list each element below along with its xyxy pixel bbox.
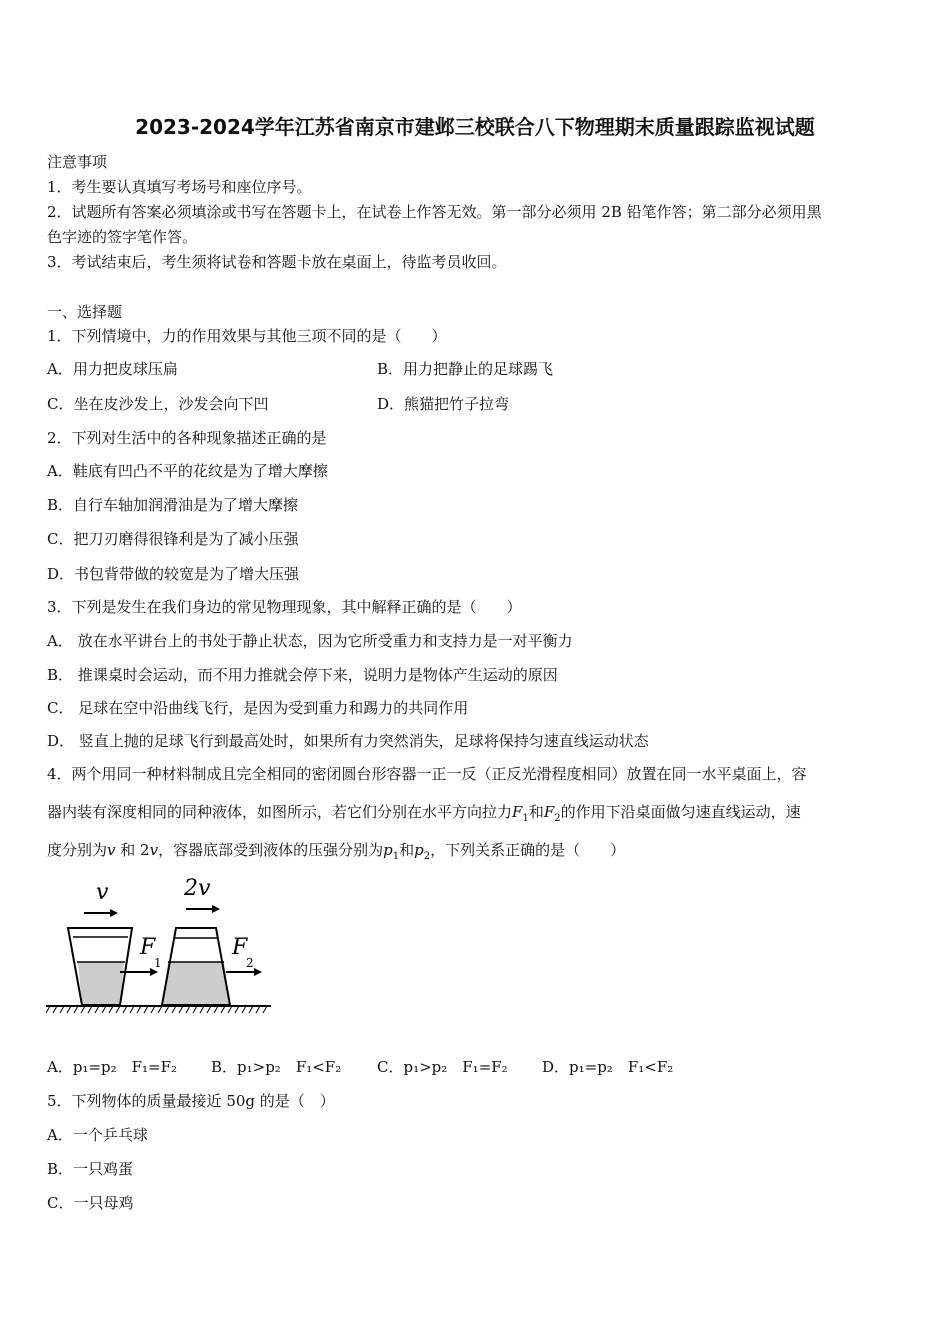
force-label-f2-sub: 2: [246, 956, 254, 970]
page-title: 2023-2024学年江苏省南京市建邺三校联合八下物理期末质量跟踪监视试题: [135, 115, 815, 139]
q4-text-2: 的作用下沿桌面做匀速直线运动，速: [560, 803, 801, 821]
q3-stem: 3．下列是发生在我们身边的常见物理现象，其中解释正确的是（ ）: [47, 598, 522, 616]
q4-option-a: A．p₁=p₂ F₁=F₂: [47, 1058, 178, 1076]
q4-and-2: 和 2: [115, 841, 150, 859]
velocity-arrowhead-v: [110, 909, 118, 917]
force-label-f2: F: [232, 935, 248, 960]
q4-p2-sub: 2: [423, 851, 431, 862]
notice-item-2-cont: 色字迹的签字笔作答。: [47, 228, 198, 246]
ground-hatching: [46, 1006, 267, 1013]
q4-f1: F: [512, 803, 523, 821]
left-liquid: [78, 962, 124, 1005]
velocity-label-v: v: [96, 880, 109, 905]
velocity-arrowhead-2v: [212, 905, 220, 913]
section-heading: 一、选择题: [47, 303, 123, 321]
force-arrowhead-f2: [254, 968, 262, 976]
velocity-label-2v: 2v: [184, 876, 211, 901]
q4-p1: p: [383, 841, 393, 859]
q4-stem-line-2: [47, 802, 801, 829]
q5-option-c: C．一只母鸡: [47, 1194, 134, 1212]
q4-option-c: C．p₁>p₂ F₁=F₂: [377, 1058, 508, 1076]
q1-option-c: C．坐在皮沙发上，沙发会向下凹: [47, 395, 269, 413]
q4-text-5: ，下列关系正确的是（ ）: [430, 841, 626, 859]
force-label-f1-sub: 1: [154, 956, 162, 970]
notice-item-3: 3．考试结束后，考生须将试卷和答题卡放在桌面上，待监考员收回。: [47, 253, 507, 271]
notice-item-2: 2．试题所有答案必须填涂或书写在答题卡上，在试卷上作答无效。第一部分必须用 2B 铅笔作答；第二部分必须用黑: [47, 203, 822, 221]
q3-option-b: B． 推课桌时会运动，而不用力推就会停下来，说明力是物体产生运动的原因: [47, 666, 558, 684]
q4-figure: [46, 872, 276, 1022]
force-label-f1: F: [140, 935, 156, 960]
q4-option-d: D．p₁=p₂ F₁<F₂: [542, 1058, 674, 1076]
q4-and-3: 和: [399, 841, 415, 859]
q5-option-b: B．一只鸡蛋: [47, 1160, 134, 1178]
q2-option-b: B．自行车轴加润滑油是为了增大摩擦: [47, 496, 299, 514]
right-liquid: [162, 962, 230, 1005]
q3-option-a: A． 放在水平讲台上的书处于静止状态，因为它所受重力和支持力是一对平衡力: [47, 632, 573, 650]
q4-p2: p: [414, 841, 424, 859]
q1-option-b: B．用力把静止的足球踢飞: [377, 360, 554, 378]
notice-item-1: 1．考生要认真填写考场号和座位序号。: [47, 178, 312, 196]
q4-text-3: 度分别为: [47, 841, 108, 859]
q4-option-b: B．p₁>p₂ F₁<F₂: [211, 1058, 342, 1076]
q4-f1-sub: 1: [522, 813, 529, 824]
q3-option-d: D． 竖直上抛的足球飞行到最高处时，如果所有力突然消失，足球将保持匀速直线运动状态: [47, 732, 649, 750]
q3-option-c: C． 足球在空中沿曲线飞行，是因为受到重力和踢力的共同作用: [47, 699, 469, 717]
q4-stem-line-1: 4．两个用同一种材料制成且完全相同的密闭圆台形容器一正一反（正反光滑程度相同）放置在同一水平桌面上，容: [47, 765, 807, 783]
q4-f2-sub: 2: [554, 813, 561, 824]
q2-option-c: C．把刀刃磨得很锋利是为了减小压强: [47, 530, 299, 548]
q4-text-4: ，容器底部受到液体的压强分别为: [158, 841, 384, 859]
q1-option-a: A．用力把皮球压扁: [47, 360, 178, 378]
q2-stem: 2．下列对生活中的各种现象描述正确的是: [47, 429, 327, 447]
q1-stem: 1．下列情境中，力的作用效果与其他三项不同的是（ ）: [47, 327, 447, 345]
q1-option-d: D．熊猫把竹子拉弯: [377, 395, 510, 413]
q4-and: 和: [528, 803, 544, 821]
q2-option-a: A．鞋底有凹凸不平的花纹是为了增大摩擦: [47, 462, 328, 480]
q4-v2: v: [149, 841, 159, 859]
notice-heading: 注意事项: [47, 153, 108, 171]
q5-stem: 5．下列物体的质量最接近 50g 的是（ ）: [47, 1092, 335, 1110]
q4-f2: F: [543, 803, 555, 821]
q4-stem-line-3: [47, 840, 625, 867]
q4-text: 器内装有深度相同的同种液体，如图所示，若它们分别在水平方向拉力: [47, 803, 513, 821]
q2-option-d: D．书包背带做的较宽是为了增大压强: [47, 565, 300, 583]
q4-v: v: [107, 841, 116, 859]
q4-p1-sub: 1: [392, 851, 400, 862]
q5-option-a: A．一个乒乓球: [47, 1126, 148, 1144]
